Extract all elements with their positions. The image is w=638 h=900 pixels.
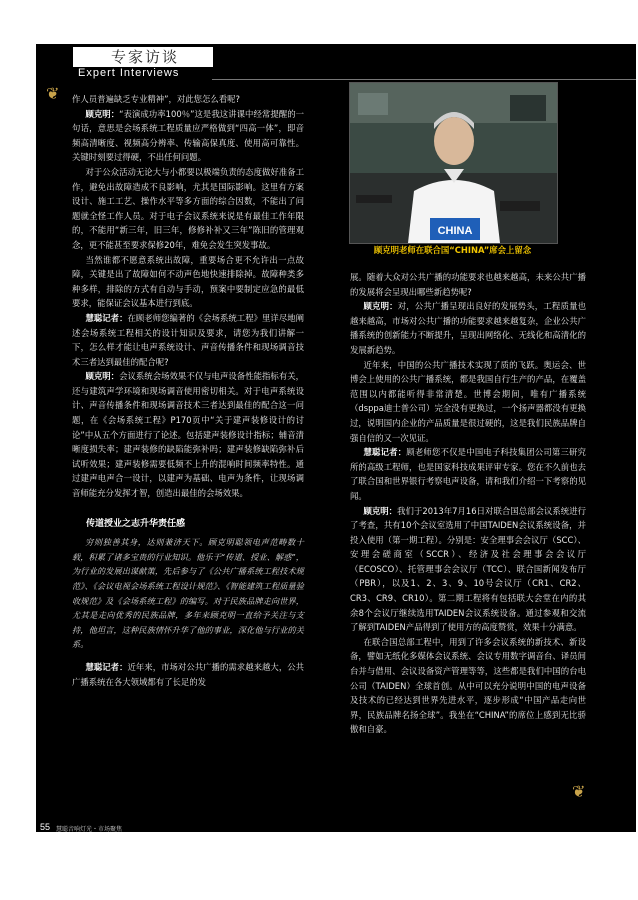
paragraph: 慧聪记者：在顾老师您编著的《会场系统工程》里详尽地阐述会场系统工程相关的设计知识及要求，请您为我们讲解一下，怎么样才能让电声系统设计、声音传播条件和现场调音技术三者达到最佳的配合呢? xyxy=(72,312,305,367)
paragraph: 慧聪记者：近年来，市场对公共广播的需求越来越大，公共广播系统在各大领域都有了长足的发 xyxy=(72,661,305,687)
left-column xyxy=(72,92,304,689)
paragraph: 慧聪记者：顾老师您不仅是中国电子科技集团公司第三研究所的高级工程师，也是国家科技成果评审专家。您在不久前也去了联合国和世界银行考察电声设备，请和我们介绍一下考察的见闻。 xyxy=(350,447,587,501)
speaker-label: 顾克明： xyxy=(85,371,120,382)
speaker-label: 顾克明： xyxy=(85,108,120,119)
paragraph: 顾克明：对，公共广播呈现出良好的发展势头，工程质量也越来越高，市场对公共广播的功能要求越来越复杂，企业公共广播系统的创新能力不断提升，呈现出网络化、无线化和高清化的发展新趋势。 xyxy=(350,301,587,355)
paragraph: 近年来，中国的公共广播技术实现了质的飞跃。奥运会、世博会上使用的公共广播系统，都是我国自行生产的产品，在覆盖范围以内都能听得非常清楚。世博会期间，唯有广播系统（dsppa迪士普公司）完全没有更换过，一个扬声器都没有更换过，说明国内企业的产品质量是很过硬的，这是我们民族品牌自强自信的又一次见证。 xyxy=(350,359,586,443)
speaker-label: 顾克明： xyxy=(363,301,398,312)
header-divider xyxy=(212,79,636,80)
nameplate-text: CHINA xyxy=(437,225,473,237)
paragraph: 作人员普遍缺乏专业精神”，对此您怎么看呢? xyxy=(72,94,240,104)
page-number: 55 xyxy=(40,822,51,832)
paragraph: 对于公众活动无论大与小都要以极端负责的态度做好准备工作，避免出故障造成不良影响，尤其是国际影响。这里有方案设计、施工工艺、操作水平等多方面的综合因数，不能出了问题就全怪工作人员。对于电子会议系统来说是有最佳工作年限的，不能用“新三年，旧三年，修修补补又三年”陈旧的管理观念，更不能甚至要求保修20年，难免会发生突发事故。 xyxy=(72,166,304,250)
paragraph: 穷则独善其身，达则兼济天下。顾克明聪领电声范畴数十载，积累了诸多宝贵的行业知识。他乐于“传道、授业、解惑”，为行业的发展出谋献策，先后参与了《公共广播系统工程技术规范》、《会议电视会场系统工程设计规范》、《智能建筑工程质量验收规范》及《会场系统工程》的编写。对于民族品牌走向世界，尤其是走向优秀的民族品牌，多年来顾克明一直给予关注与支持，他坦言，这种民族情怀升华了他的事业，深化他与行业的关系。 xyxy=(72,537,304,650)
corner-ornament-icon: ❦ xyxy=(46,84,60,103)
header-title-cn: 专家访谈 xyxy=(111,48,180,66)
spacer xyxy=(72,501,304,509)
section-title: 传道授业之志升华责任感 xyxy=(86,518,186,529)
paragraph: 顾克明：会议系统会场效果不仅与电声设备性能指标有关，还与建筑声学环境和现场调音使用密切相关。对于电声系统设计、声音传播条件和现场调音技术三者达到最佳的配合这一问题，在《会场系统工程》P170页中“关于建声装修设计的讨论”中从五个方面进行了论述。包括建声装修设计指标；辅音清晰度损失率；建声装修的缺陷能弥补吗；建声装修缺陷弥补后试听效果；建声装修需要低频不上升的混响时间频率特性。通过建声电声合一设计，以建声为基础、电声为条件，让现场调音师能充分发挥才智，创造出最佳的会场效果。 xyxy=(72,371,305,499)
paragraph: 在联合国总部工程中，用到了许多会议系统的新技术、新设备，譬如无纸化多媒体会议系统、会议专用数字调音台、译员间台并与借用、会议设备资产管理等等，这些都是我们中国的台电公司（TAIDEN）全球首创。从中可以充分说明中国的电声设备及技术的已经达到世界先进水平，逐步形成“中国产品走向世界，民族品牌名扬全球”。我坐在“CHINA”的席位上感到无比骄傲和自豪。 xyxy=(350,636,586,735)
spacer xyxy=(72,652,304,660)
footer-publication: 慧聪音响灯光・市场聚焦 xyxy=(56,826,123,833)
paragraph: 顾克明：“表演成功率100％”这是我这讲课中经常提醒的一句话，意思是会场系统工程质量应严格做到“四高一体”，即音频高清晰度、视频高分辨率、传输高保真度、使用高可靠性。关键时刻要过得硬，不出任何问题。 xyxy=(72,108,304,163)
interview-photo xyxy=(349,82,558,244)
header-title-en: Expert Interviews xyxy=(78,67,180,79)
section-body xyxy=(72,535,304,652)
corner-ornament-icon: ❦ xyxy=(572,782,586,801)
speaker-label: 慧聪记者： xyxy=(85,312,128,323)
speaker-label: 慧聪记者： xyxy=(85,661,128,672)
paragraph: 展。随着大众对公共广播的功能要求也越来越高，未来公共广播的发展将会呈现出哪些新趋势呢? xyxy=(350,272,586,297)
right-column xyxy=(350,270,586,737)
paragraph: 当然谁都不愿意系统出故障，重要场合更不允许出一点故障，关键是出了故障如何不动声色地快速排除掉。故障种类多种多样，排除的方式有自动与手动，预案中要制定应急的最低要求，能保证会议基本进行到底。 xyxy=(72,254,304,309)
paragraph: 顾克明：我们于2013年7月16日对联合国总部会议系统进行了考查，共有10个会议室选用了中国TAIDEN会议系统设备，并投入使用（第一期工程）。分别是：安全理事会会议厅（SCC）、安理会磋商室（SCCR）、经济及社会理事会会议厅（ECOSCO）、托管理事会会议厅（TCC）、联合国新闻发布厅（PBR），以及1、2、3、9、10号会议厅（CR1、CR2、CR3、CR9、CR10）。第二期工程将有包括联大会堂在内的其余8个会议厅继续选用TAIDEN会议系统设备。通过参观和交流了解到TAIDEN产品得到了使用方的高度赞赏，效果十分满意。 xyxy=(350,505,586,633)
header-title-box xyxy=(72,46,214,68)
photo-caption: 顾克明老师在联合国“CHINA”席会上留念 xyxy=(373,245,532,255)
photo-illustration xyxy=(350,83,557,243)
speaker-label: 慧聪记者： xyxy=(363,447,407,458)
speaker-label: 顾克明： xyxy=(363,505,398,516)
